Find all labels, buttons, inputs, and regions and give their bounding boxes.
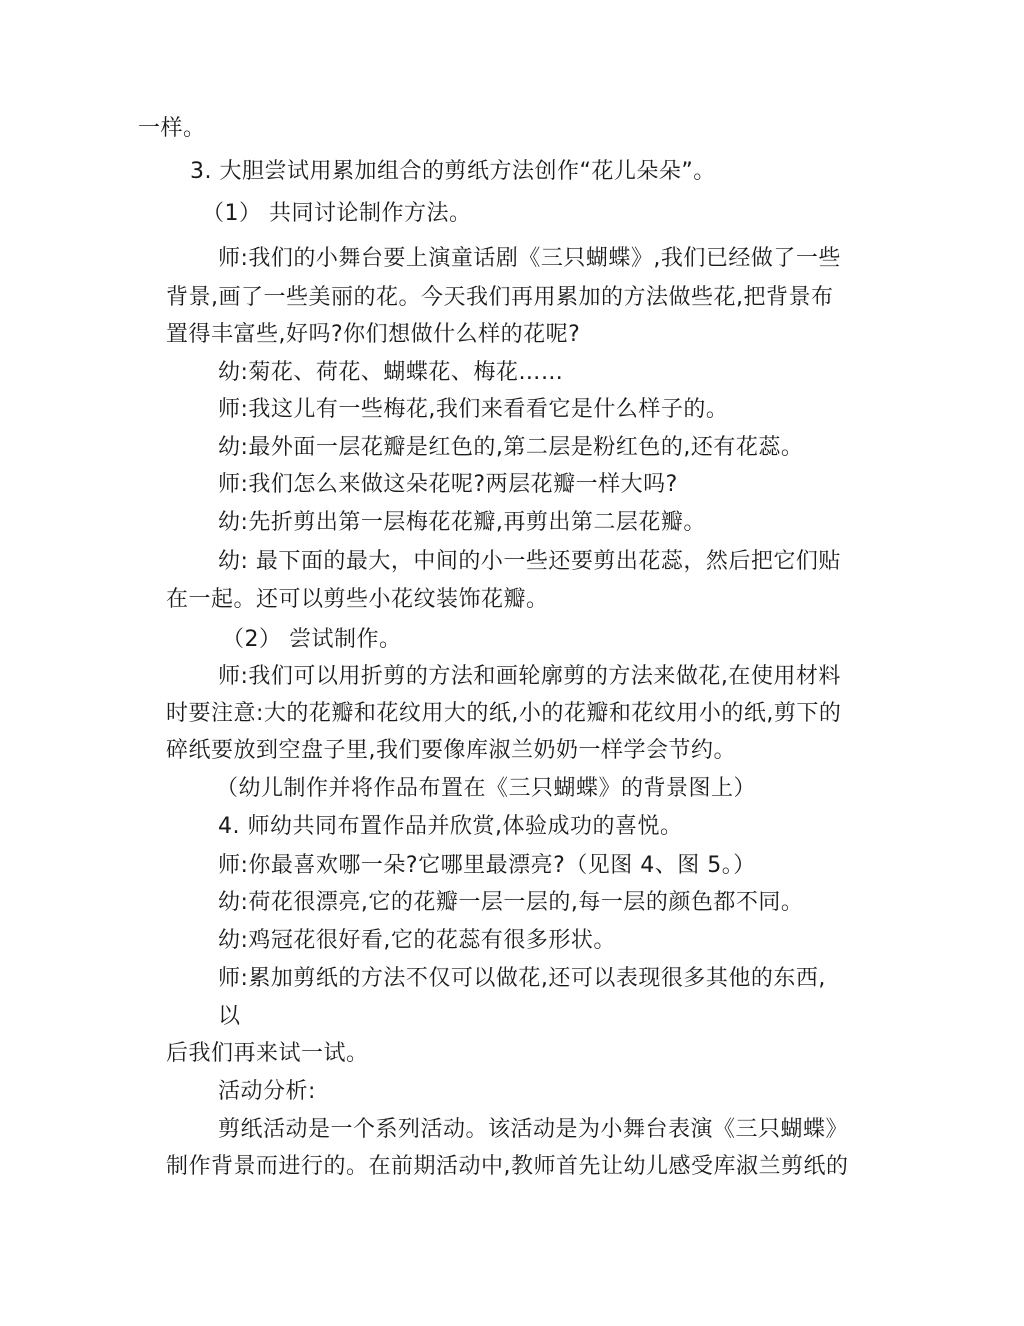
text-line: 师:你最喜欢哪一朵?它哪里最漂亮?（见图 4、图 5。） (218, 853, 756, 878)
text-line: 幼:鸡冠花很好看,它的花蕊有很多形状。 (218, 928, 616, 953)
text-line: 师:我这儿有一些梅花,我们来看看它是什么样子的。 (218, 397, 729, 422)
text-line: 幼:先折剪出第一层梅花花瓣,再剪出第二层花瓣。 (218, 510, 706, 535)
text-line: 幼: 最下面的最大，中间的小一些还要剪出花蕊，然后把它们贴 (218, 549, 841, 574)
text-line: （2） 尝试制作。 (222, 627, 402, 652)
text-line: 3. 大胆尝试用累加组合的剪纸方法创作“花儿朵朵”。 (190, 159, 716, 184)
text-line: 师:我们的小舞台要上演童话剧《三只蝴蝶》,我们已经做了一些 (218, 246, 841, 271)
text-line: 碎纸要放到空盘子里,我们要像库淑兰奶奶一样学会节约。 (166, 738, 736, 763)
text-line: 幼:荷花很漂亮,它的花瓣一层一层的,每一层的颜色都不同。 (218, 890, 804, 915)
text-line: 幼:菊花、荷花、蝴蝶花、梅花…… (218, 360, 564, 385)
text-line: 师:我们怎么来做这朵花呢?两层花瓣一样大吗? (218, 472, 678, 497)
text-line: 师:累加剪纸的方法不仅可以做花,还可以表现很多其他的东西, (218, 966, 826, 991)
text-line: 时要注意:大的花瓣和花纹用大的纸,小的花瓣和花纹用小的纸,剪下的 (166, 701, 842, 726)
text-line: 后我们再来试一试。 (166, 1041, 369, 1066)
text-line: 背景,画了一些美丽的花。今天我们再用累加的方法做些花,把背景布 (166, 285, 834, 310)
text-line: 幼:最外面一层花瓣是红色的,第二层是粉红色的,还有花蕊。 (218, 435, 804, 460)
text-line: 以 (218, 1004, 241, 1029)
text-line: 剪纸活动是一个系列活动。该活动是为小舞台表演《三只蝴蝶》 (218, 1117, 849, 1142)
text-line: 制作背景而进行的。在前期活动中,教师首先让幼儿感受库淑兰剪纸的 (166, 1154, 849, 1179)
text-line: （幼儿制作并将作品布置在《三只蝴蝶》的背景图上） (216, 776, 757, 801)
text-line: 置得丰富些,好吗?你们想做什么样的花呢? (166, 322, 581, 347)
text-line: 一样。 (138, 116, 206, 141)
text-line: 4. 师幼共同布置作品并欣赏,体验成功的喜悦。 (218, 814, 683, 839)
text-line: 活动分析: (218, 1079, 316, 1104)
text-line: 在一起。还可以剪些小花纹装饰花瓣。 (166, 587, 549, 612)
text-line: 师:我们可以用折剪的方法和画轮廓剪的方法来做花,在使用材料 (218, 664, 841, 689)
text-line: （1） 共同讨论制作方法。 (202, 201, 472, 226)
